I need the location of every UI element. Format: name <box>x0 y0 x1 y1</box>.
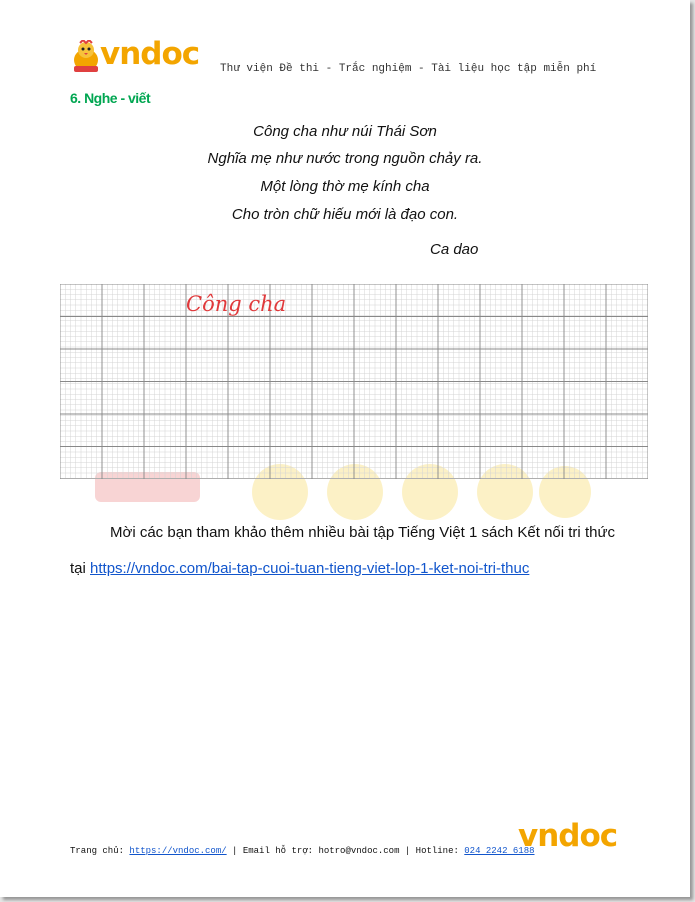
poem-author: Ca dao <box>430 241 479 258</box>
footer-hotline[interactable]: 024 2242 6188 <box>464 846 535 856</box>
poem-line-2: Nghĩa mẹ như nước trong nguồn chảy ra. <box>207 150 483 167</box>
footer-contact: | Email hỗ trợ: hotro@vndoc.com | Hotline: <box>226 846 465 856</box>
logo-wordmark: vndoc <box>100 36 200 72</box>
footer <box>70 846 535 856</box>
poem-line-1: Công cha như núi Thái Sơn <box>253 123 437 140</box>
reference-paragraph <box>70 515 615 587</box>
mascot-icon <box>70 40 102 74</box>
handwriting-sample: Công cha <box>186 292 287 316</box>
vndoc-logo[interactable] <box>70 36 200 76</box>
poem-line-4: Cho tròn chữ hiếu mới là đạo con. <box>231 206 459 223</box>
footer-homepage-link[interactable]: https://vndoc.com/ <box>129 846 227 856</box>
reference-link[interactable]: https://vndoc.com/bai-tap-cuoi-tuan-tieng-viet-lop-1-ket-noi-tri-thuc <box>90 560 530 577</box>
section-title: 6. Nghe - viết <box>70 90 151 106</box>
paragraph-text: Mời các bạn tham khảo thêm nhiều bài tập Tiếng Việt 1 sách Kết nối tri thức tại <box>70 524 615 577</box>
header-tagline: Thư viện Đề thi - Trắc nghiệm - Tài liệu học tập miễn phí <box>220 63 597 75</box>
footer-homepage-label: Trang chủ: <box>70 846 130 856</box>
handwriting-grid <box>60 284 648 479</box>
poem-line-3: Một lòng thờ mẹ kính cha <box>260 178 430 195</box>
footer-logo[interactable]: vndoc <box>518 818 618 854</box>
